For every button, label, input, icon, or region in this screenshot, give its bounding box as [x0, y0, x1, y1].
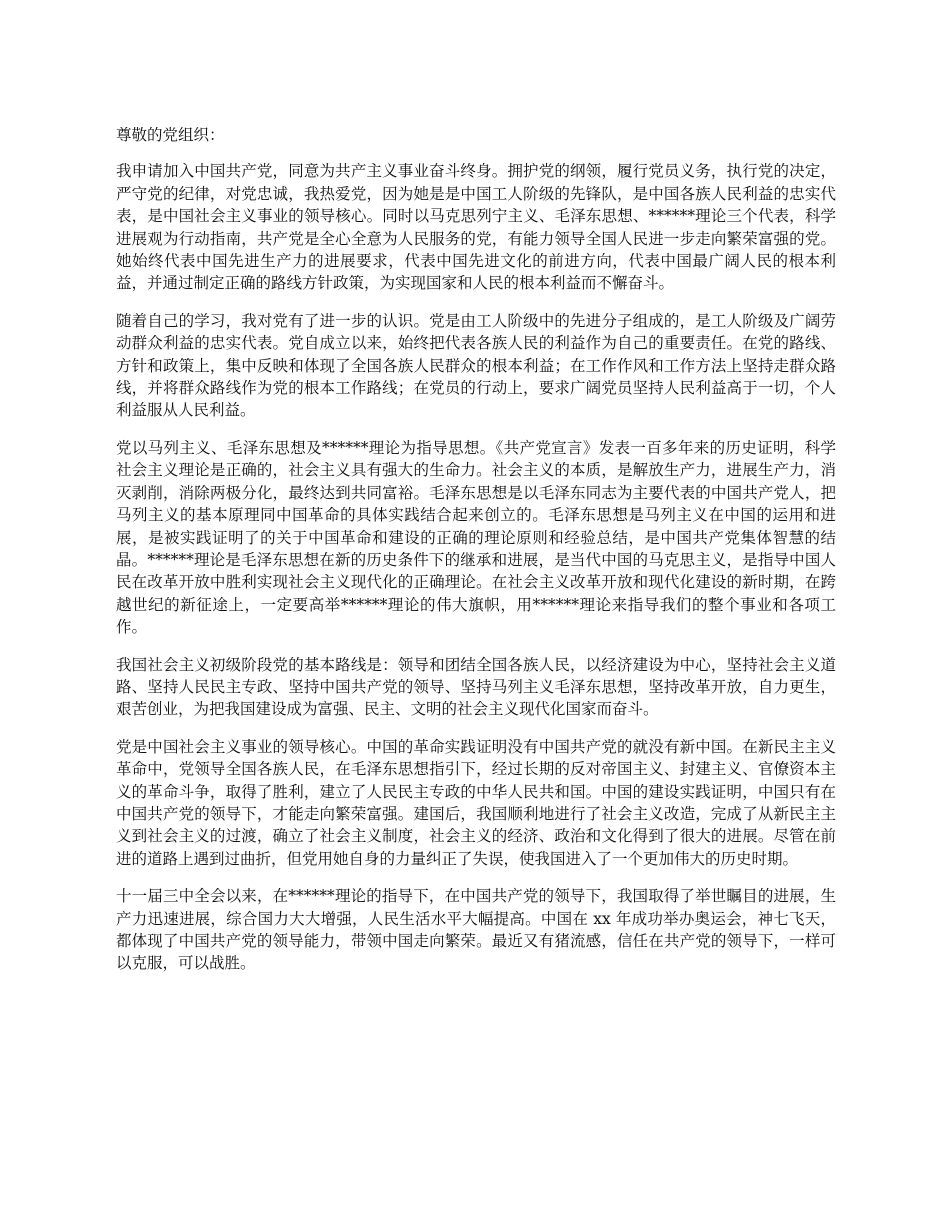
paragraph-5: 党是中国社会主义事业的领导核心。中国的革命实践证明没有中国共产党的就没有新中国。在新民主主义革命中，党领导全国各族人民，在毛泽东思想指引下，经过长期的反对帝国主义、封建主义、官僚资本主义的革命斗争，取得了胜利，建立了人民民主专政的中华人民共和国。中国的建设实践证明，中国只有在中国共产党的领导下，才能走向繁荣富强。建国后，我国顺利地进行了社会主义改造，完成了从新民主主义到社会主义的过渡，确立了社会主义制度，社会主义的经济、政治和文化得到了很大的进展。尽管在前进的道路上遇到过曲折，但党用她自身的力量纠正了失误，使我国进入了一个更加伟大的历史时期。 — [116, 737, 836, 868]
letter-body — [116, 124, 836, 990]
salutation: 尊敬的党组织： — [116, 126, 225, 144]
paragraph-6: 十一届三中全会以来，在******理论的指导下，在中国共产党的领导下，我国取得了举世瞩目的进展，生产力迅速进展，综合国力大大增强，人民生活水平大幅提高。中国在 xx 年成功举办奥运会，神七飞天，都体现了中国共产党的领导能力，带领中国走向繁荣。最近又有猪流感，信任在共产党的领导下，一样可以克服，可以战胜。 — [116, 887, 836, 973]
paragraph-4: 我国社会主义初级阶段党的基本路线是：领导和团结全国各族人民，以经济建设为中心，坚持社会主义道路、坚持人民民主专政、坚持中国共产党的领导、坚持马列主义毛泽东思想，坚持改革开放，自力更生，艰苦创业，为把我国建设成为富强、民主、文明的社会主义现代化国家而奋斗。 — [116, 655, 836, 719]
paragraph-3: 党以马列主义、毛泽东思想及******理论为指导思想。《共产党宣言》发表一百多年来的历史证明，科学社会主义理论是正确的，社会主义具有强大的生命力。社会主义的本质，是解放生产力，进展生产力，消灭剥削，消除两极分化，最终达到共同富裕。毛泽东思想是以毛泽东同志为主要代表的中国共产党人，把马列主义的基本原理同中国革命的具体实践结合起来创立的。毛泽东思想是马列主义在中国的运用和进展，是被实践证明了的关于中国革命和建设的正确的理论原则和经验总结，是中国共产党集体智慧的结晶。******理论是毛泽东思想在新的历史条件下的继承和进展，是当代中国的马克思主义，是指导中国人民在改革开放中胜利实现社会主义现代化的正确理论。在社会主义改革开放和现代化建设的新时期，在跨越世纪的新征途上，一定要高举******理论的伟大旗帜，用******理论来指导我们的整个事业和各项工作。 — [116, 438, 836, 637]
paragraph-1: 我申请加入中国共产党，同意为共产主义事业奋斗终身。拥护党的纲领，履行党员义务，执行党的决定，严守党的纪律，对党忠诚，我热爱党，因为她是是中国工人阶级的先锋队，是中国各族人民利益的忠实代表，是中国社会主义事业的领导核心。同时以马克思列宁主义、毛泽东思想、******理论三个代表，科学进展观为行动指南，共产党是全心全意为人民服务的党，有能力领导全国人民进一步走向繁荣富强的党。她始终代表中国先进生产力的进展要求，代表中国先进文化的前进方向，代表中国最广阔人民的根本利益，并通过制定正确的路线方针政策，为实现国家和人民的根本利益而不懈奋斗。 — [116, 162, 836, 293]
paragraph-2: 随着自己的学习，我对党有了进一步的认识。党是由工人阶级中的先进分子组成的，是工人阶级及广阔劳动群众利益的忠实代表。党自成立以来，始终把代表各族人民的利益作为自己的重要责任。在党的路线、方针和政策上，集中反映和体现了全国各族人民群众的根本利益；在工作作风和工作方法上坚持走群众路线，并将群众路线作为党的根本工作路线；在党员的行动上，要求广阔党员坚持人民利益高于一切，个人利益服从人民利益。 — [116, 311, 836, 420]
